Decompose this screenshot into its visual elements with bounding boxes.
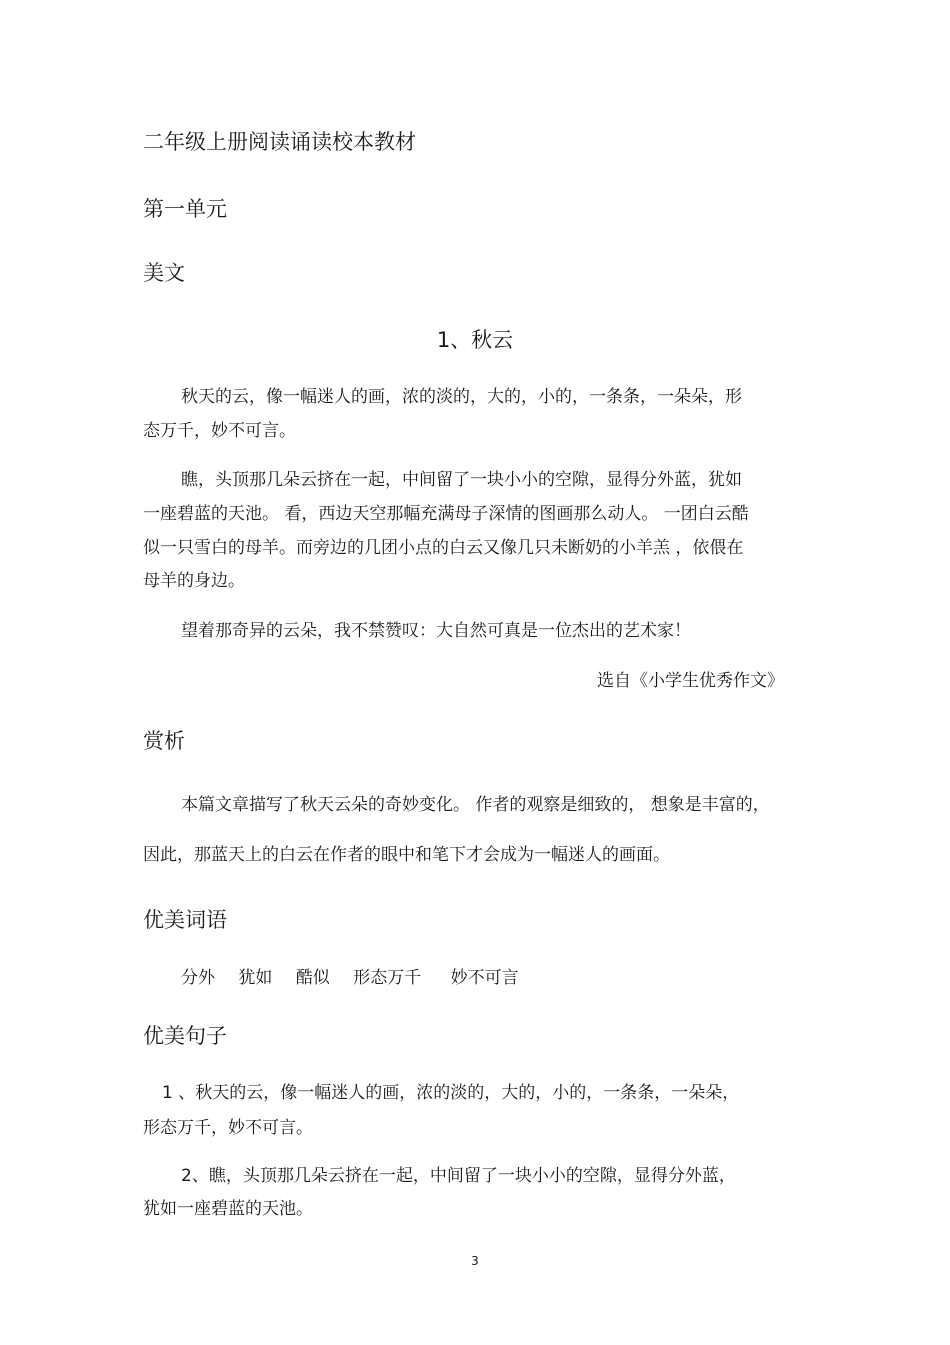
section-heading-meiwen: 美文 (143, 261, 185, 285)
sentence1-line1: 1 、秋天的云，像一幅迷人的画，浓的淡的，大的，小的，一条条，一朵朵， (162, 1083, 740, 1103)
word-item: 酷似 (295, 968, 330, 988)
word-item: 犹如 (238, 968, 273, 988)
para1-line2: 态万千，妙不可言。 (143, 421, 296, 441)
para2-line1: 瞧，头顶那几朵云挤在一起，中间留了一块小小的空隙，显得分外蓝，犹如 (181, 470, 742, 490)
para2-line3: 似一只雪白的母羊。而旁边的几团小点的白云又像几只未断奶的小羊羔 ，依偎在 (143, 538, 744, 558)
sentence2-line2: 犹如一座碧蓝的天池。 (143, 1199, 313, 1219)
sentence2-line1: 2、瞧，头顶那几朵云挤在一起，中间留了一块小小的空隙，显得分外蓝， (181, 1166, 736, 1186)
words-list (181, 970, 519, 987)
analysis-line1: 本篇文章描写了秋天云朵的奇妙变化。 作者的观察是细致的， 想象是丰富的， (181, 795, 770, 815)
unit-heading: 第一单元 (143, 197, 227, 221)
source-citation: 选自《小学生优秀作文》 (597, 671, 784, 691)
word-item: 形态万千 (353, 968, 422, 988)
article-title: 1、秋云 (436, 328, 514, 352)
analysis-line2: 因此，那蓝天上的白云在作者的眼中和笔下才会成为一幅迷人的画面。 (143, 845, 670, 865)
book-title: 二年级上册阅读诵读校本教材 (143, 130, 416, 154)
para2-line2: 一座碧蓝的天池。 看，西边天空那幅充满母子深情的图画那么动人。 一团白云酷 (143, 504, 749, 524)
section-heading-shangxi: 赏析 (143, 729, 185, 753)
word-item: 妙不可言 (450, 968, 519, 988)
word-item: 分外 (181, 968, 215, 988)
section-heading-words: 优美词语 (143, 908, 227, 932)
para1-line1: 秋天的云，像一幅迷人的画，浓的淡的，大的，小的，一条条，一朵朵，形 (181, 387, 742, 407)
para2-line4: 母羊的身边。 (143, 571, 245, 591)
section-heading-sentences: 优美句子 (143, 1024, 227, 1048)
page-number: 3 (471, 1254, 479, 1268)
sentence1-line2: 形态万千，妙不可言。 (143, 1118, 313, 1138)
para3: 望着那奇异的云朵，我不禁赞叹：大自然可真是一位杰出的艺术家！ (181, 621, 691, 641)
